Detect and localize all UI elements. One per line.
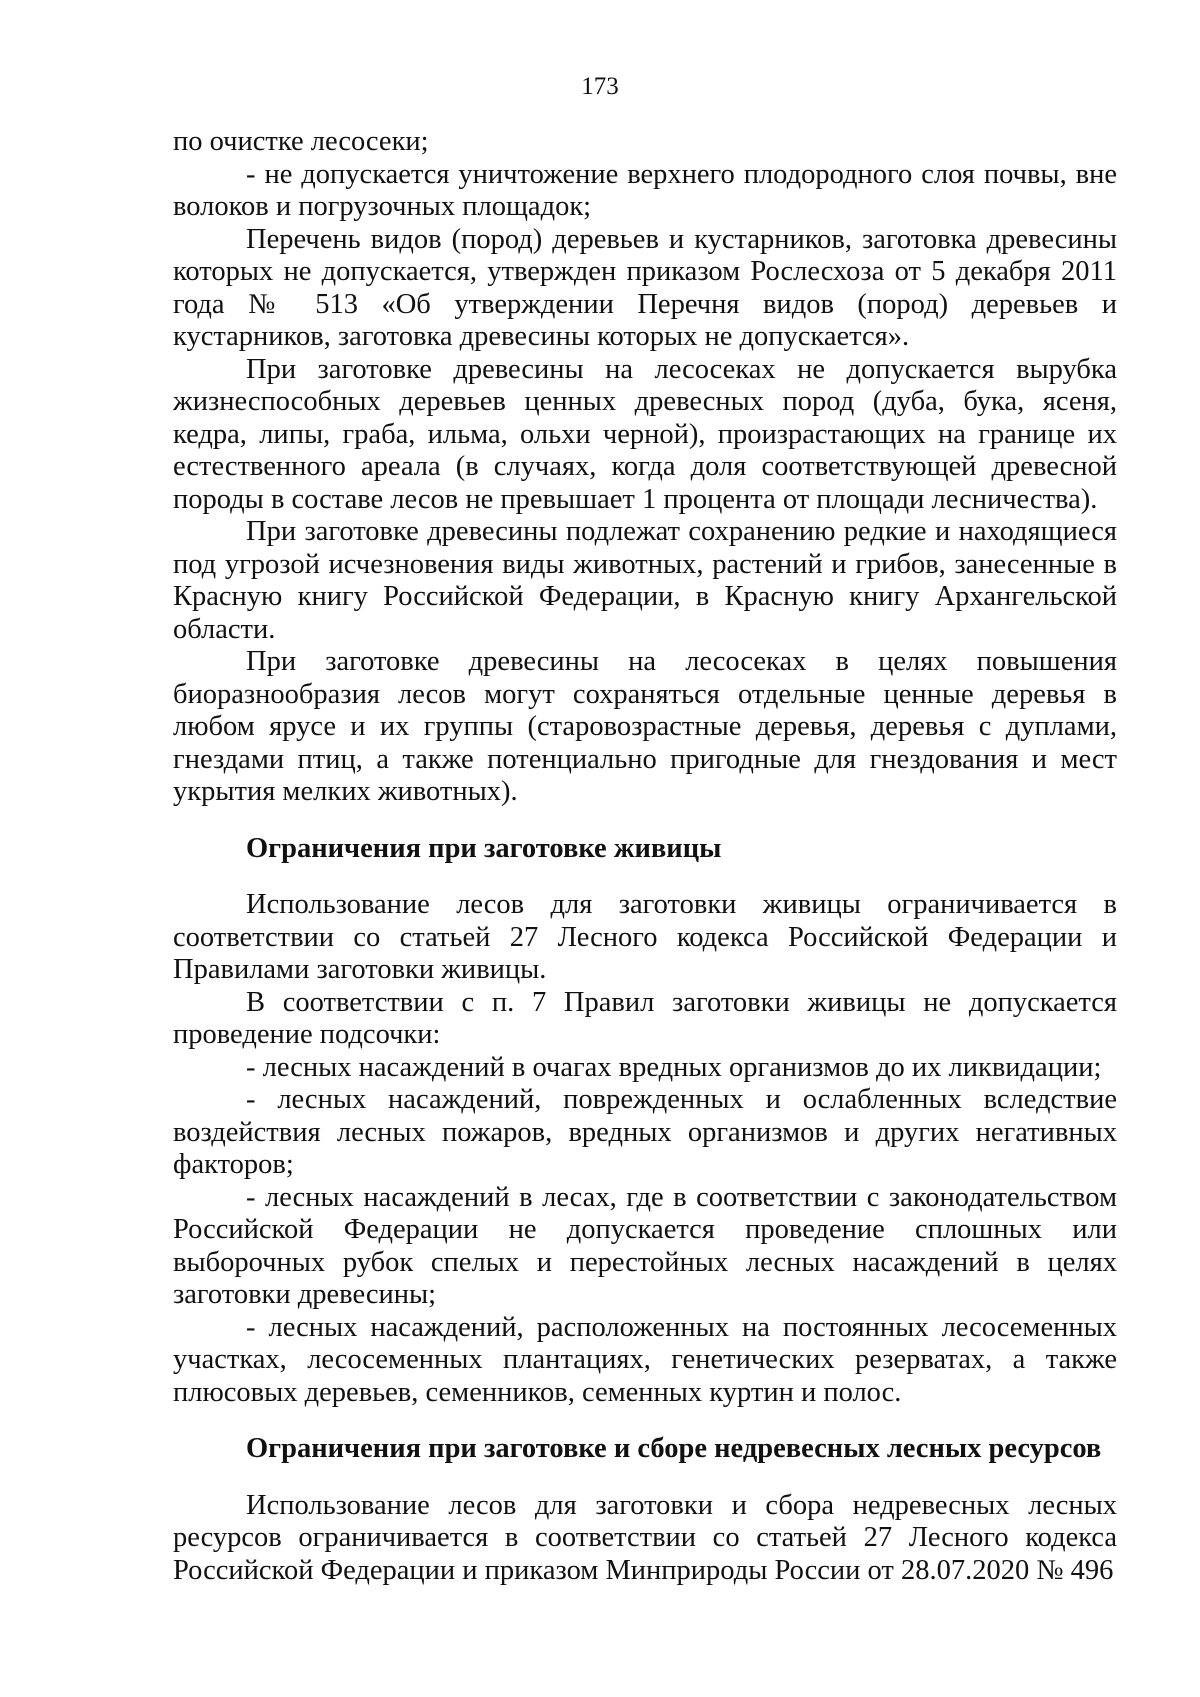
paragraph-red-book: При заготовке древесины подлежат сохранению редкие и находящиеся под угрозой исчезновения виды животных, растений и грибов, занесенные в Красную книгу Российской Федерации, в Красную книгу Архангельской области.: [173, 516, 1117, 645]
list-item-damaged-stands: - лесных насаждений, поврежденных и ослабленных вследствие воздействия лесных пожаров, вредных организмов и других негативных факторов;: [173, 1084, 1117, 1180]
paragraph-species-list: Перечень видов (пород) деревьев и кустарников, заготовка древесины которых не допускается, утвержден приказом Рослесхоза от 5 декабря 2011 года № 513 «Об утверждении Перечня видов (пород) деревьев и кустарников, заготовка древесины которых не допускается».: [173, 223, 1117, 352]
paragraph-resin-usage: Использование лесов для заготовки живицы ограничивается в соответствии со статьей 27 Лесного кодекса Российской Федерации и Правилами заготовки живицы.: [173, 889, 1117, 985]
list-item-pest-foci: - лесных насаждений в очагах вредных организмов до их ликвидации;: [246, 1051, 1102, 1083]
paragraph-biodiversity: При заготовке древесины на лесосеках в целях повышения биоразнообразия лесов могут сохраняться отдельные ценные деревья в любом ярусе и их группы (старовозрастные деревья, деревья с дуплами, гнездами птиц, а также потенциально пригодные для гнездования и мест укрытия мелких животных).: [173, 646, 1117, 807]
document-body: [173, 126, 1117, 1587]
paragraph-resin-rules: В соответствии с п. 7 Правил заготовки живицы не допускается проведение подсочки:: [173, 986, 1117, 1050]
section-heading-resin: Ограничения при заготовке живицы: [246, 832, 722, 864]
paragraph-continuation: по очистке лесосеки;: [173, 126, 429, 157]
page-number: 173: [581, 73, 619, 100]
paragraph-non-wood-usage: Использование лесов для заготовки и сбора недревесных лесных ресурсов ограничивается в соответствии со статьей 27 Лесного кодекса Российской Федерации и приказом Минприроды России от 28.07.2020 № 496: [173, 1489, 1117, 1586]
paragraph-topsoil-rule: - не допускается уничтожение верхнего плодородного слоя почвы, вне волоков и погрузочных площадок;: [173, 158, 1117, 222]
list-item-restricted-felling: - лесных насаждений в лесах, где в соответствии с законодательством Российской Федерации не допускается проведение сплошных или выборочных рубок спелых и перестойных лесных насаждений в целях заготовки древесины;: [173, 1181, 1117, 1310]
paragraph-valuable-trees: При заготовке древесины на лесосеках не допускается вырубка жизнеспособных деревьев ценных древесных пород (дуба, бука, ясеня, кедра, липы, граба, ильма, ольхи черной), произрастающих на границе их естественного ареала (в случаях, когда доля соответствующей древесной породы в составе лесов не превышает 1 процента от площади лесничества).: [173, 353, 1117, 515]
list-item-seed-areas: - лесных насаждений, расположенных на постоянных лесосеменных участках, лесосеменных плантациях, генетических резерватах, а также плюсовых деревьев, семенников, семенных куртин и полос.: [173, 1311, 1117, 1408]
section-heading-non-wood: Ограничения при заготовке и сборе недревесных лесных ресурсов: [246, 1433, 1102, 1464]
